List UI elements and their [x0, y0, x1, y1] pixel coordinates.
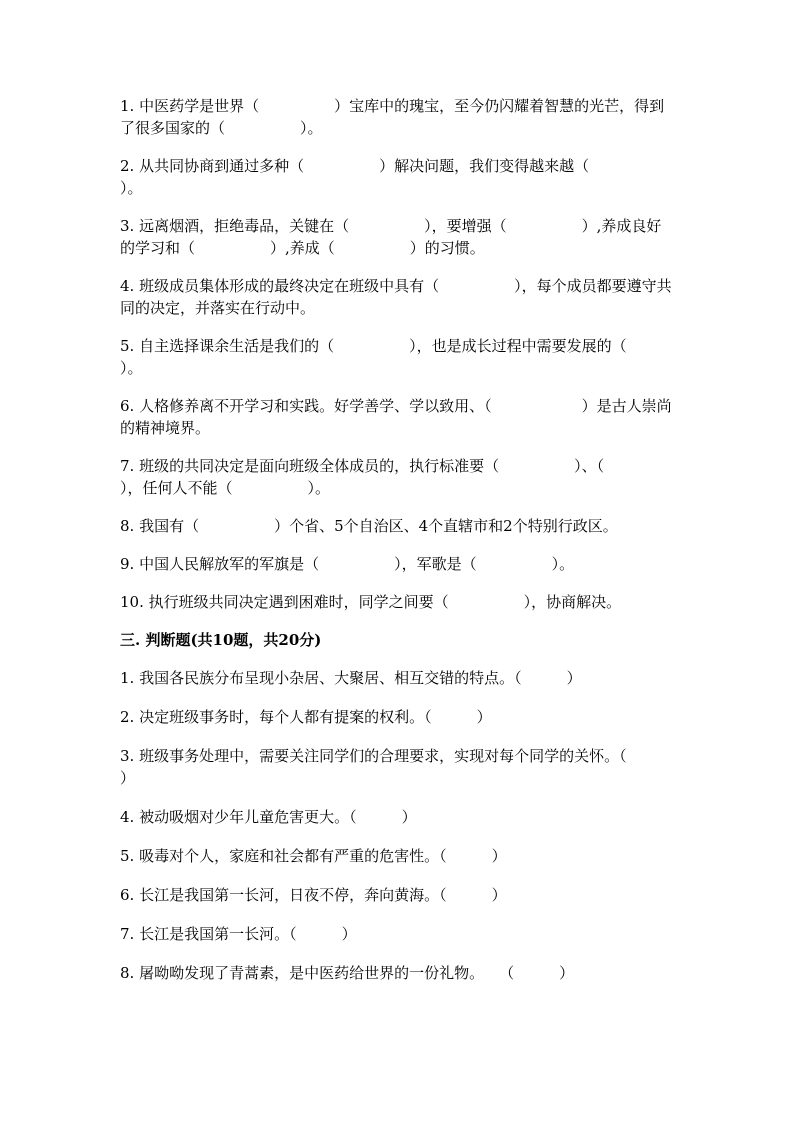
- judge-question-6: 6. 长江是我国第一长河，日夜不停，奔向黄海。（ ）: [120, 886, 507, 904]
- fill-question-3: 3. 远离烟酒，拒绝毒品，关键在（ ），要增强（ ）,养成良好的学习和（ ）,养成（ ）的习惯。: [120, 217, 662, 257]
- fill-question-2: 2. 从共同协商到通过多种（ ）解决问题，我们变得越来越（ ）。: [120, 157, 665, 197]
- judge-question-7: 7. 长江是我国第一长河。（ ）: [120, 925, 357, 943]
- fill-question-6: 6. 人格修养离不开学习和实践。好学善学、学以致用、（ ）是古人崇尚的精神境界。: [120, 397, 672, 437]
- fill-question-9: 9. 中国人民解放军的军旗是（ ），军歌是（ ）。: [120, 555, 575, 573]
- judge-question-5: 5. 吸毒对个人，家庭和社会都有严重的危害性。（ ）: [120, 847, 507, 865]
- fill-question-10: 10. 执行班级共同决定遇到困难时，同学之间要（ ），协商解决。: [120, 593, 622, 611]
- judge-question-2: 2. 决定班级事务时，每个人都有提案的权利。（ ）: [120, 708, 492, 726]
- document-page: [120, 95, 702, 1001]
- fill-question-4: 4. 班级成员集体形成的最终决定在班级中具有（ ），每个成员都要遵守共同的决定，并落实在行动中。: [120, 277, 672, 317]
- fill-blank-section: [120, 95, 702, 613]
- judge-question-8: 8. 屠呦呦发现了青蒿素，是中医药给世界的一份礼物。 （ ）: [120, 964, 575, 982]
- fill-question-1: 1. 中医药学是世界（ ）宝库中的瑰宝，至今仍闪耀着智慧的光芒，得到了很多国家的（ ）。: [120, 97, 665, 137]
- judge-question-4: 4. 被动吸烟对少年儿童危害更大。（ ）: [120, 808, 417, 826]
- fill-question-7: 7. 班级的共同决定是面向班级全体成员的，执行标准要（ ）、（ ），任何人不能（ ）。: [120, 457, 680, 497]
- fill-question-8: 8. 我国有（ ）个省、5个自治区、4个直辖市和2个特别行政区。: [120, 517, 618, 535]
- fill-question-5: 5. 自主选择课余生活是我们的（ ），也是成长过程中需要发展的（ ）。: [120, 337, 702, 377]
- judge-question-1: 1. 我国各民族分布呈现小杂居、大聚居、相互交错的特点。（ ）: [120, 669, 582, 687]
- judge-section-title: 三. 判断题(共10题，共20分): [120, 631, 322, 649]
- judge-question-3: 3. 班级事务处理中，需要关注同学们的合理要求，实现对每个同学的关怀。（ ）: [120, 747, 672, 787]
- judge-section: [120, 667, 676, 984]
